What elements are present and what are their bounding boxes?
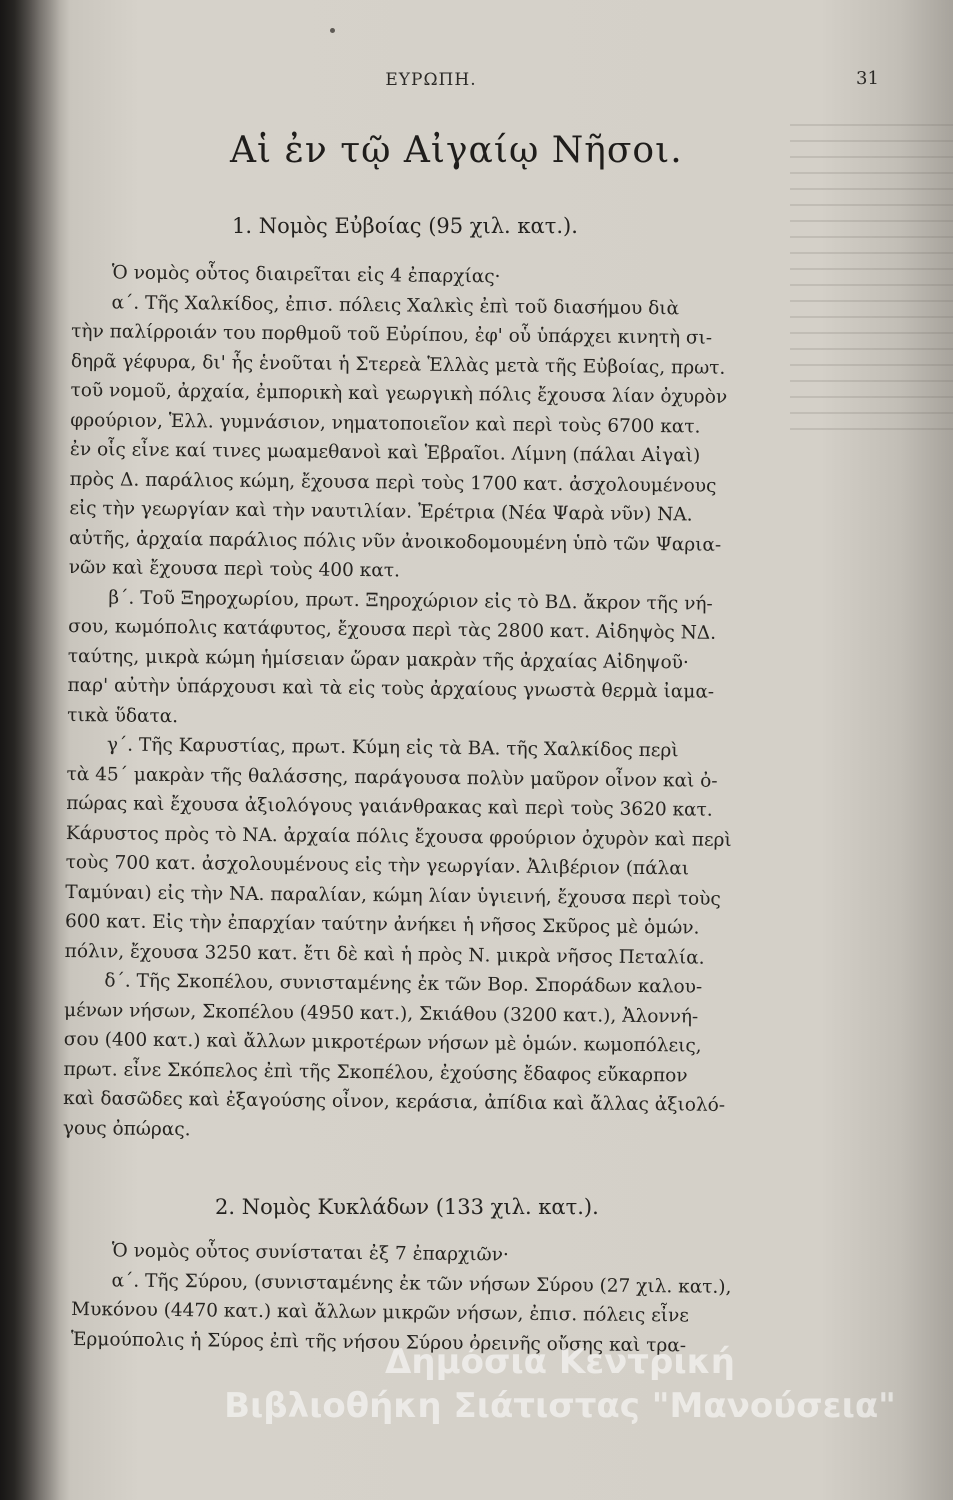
section-body-euboea bbox=[63, 258, 807, 1151]
text-line: Ταμύναι) εἰς τὴν ΝΑ. παραλίαν, κώμη λίαν ὑγιεινή, ἔχουσα περὶ τοὺς bbox=[65, 881, 721, 910]
text-line: τοὺς 700 κατ. ἀσχολουμένους εἰς τὴν γεωργίαν. Ἀλιβέριον (πάλαι bbox=[65, 851, 690, 880]
text-line: σου, κωμόπολις κατάφυτος, ἔχουσα περὶ τὰς 2800 κατ. Αἰδηψὸς ΝΔ. bbox=[68, 615, 717, 644]
text-line: Ἑρμούπολις ἡ Σύρος ἐπὶ τῆς νήσου Σύρου ὀρεινῆς οὔσης καὶ τρα- bbox=[70, 1328, 687, 1356]
text-line: πώρας καὶ ἔχουσα ἀξιολόγους γαιάνθρακας καὶ περὶ τοὺς 3620 κατ. bbox=[66, 792, 713, 821]
ink-speck bbox=[330, 28, 335, 33]
text-line: τὰ 45΄ μακρὰν τῆς θαλάσσης, παράγουσα πολὺν μαῦρον οἶνον καὶ ὀ- bbox=[66, 763, 718, 792]
text-line: πρωτ. εἶνε Σκόπελος ἐπὶ τῆς Σκοπέλου, ἐχούσης ἔδαφος εὔκαρπον bbox=[63, 1058, 688, 1086]
text-line: ἐν οἷς εἶνε καί τινες μωαμεθανοὶ καὶ Ἑβραῖοι. Λίμνη (πάλαι Αἰγαὶ) bbox=[69, 438, 701, 467]
text-line: α΄. Τῆς Σύρου, (συνισταμένης ἐκ τῶν νήσων Σύρου (27 χιλ. κατ.), bbox=[111, 1269, 732, 1298]
text-line: τὴν παλίρροιάν του πορθμοῦ τοῦ Εὐρίπου, ἐφ' οὗ ὑπάρχει κινητὴ σι- bbox=[71, 320, 713, 349]
text-line: φρούριον, Ἑλλ. γυμνάσιον, νηματοποιεῖον καὶ περὶ τοὺς 6700 κατ. bbox=[70, 409, 701, 438]
text-line: σου (400 κατ.) καὶ ἄλλων μικροτέρων νήσων μὲ ὁμών. κωμοπόλεις, bbox=[63, 1028, 702, 1057]
text-line: πόλιν, ἔχουσα 3250 κατ. ἔτι δὲ καὶ ἡ πρὸς Ν. μικρὰ νῆσος Πεταλία. bbox=[64, 940, 705, 969]
text-line: β΄. Τοῦ Ξηροχωρίου, πρωτ. Ξηροχώριον εἰς τὸ ΒΔ. ἄκρον τῆς νή- bbox=[108, 586, 713, 615]
text-line: νῶν καὶ ἔχουσα περὶ τοὺς 400 κατ. bbox=[68, 556, 401, 582]
text-line: εἰς τὴν γεωργίαν καὶ τὴν ναυτιλίαν. Ἐρέτρια (Νέα Ψαρὰ νῦν) ΝΑ. bbox=[69, 497, 693, 526]
text-line: α΄. Τῆς Χαλκίδος, ἐπισ. πόλεις Χαλκὶς ἐπὶ τοῦ διασήμου διὰ bbox=[111, 291, 680, 319]
watermark-line: Δημόσια Κεντρική bbox=[385, 1342, 735, 1382]
text-line: γους ὀπώρας. bbox=[62, 1117, 191, 1140]
text-line: ταύτης, μικρὰ κώμη ἡμίσειαν ὥραν μακρὰν τῆς ἀρχαίας Αἰδηψοῦ· bbox=[67, 645, 689, 673]
text-line: τοῦ νομοῦ, ἀρχαία, ἐμπορικὴ καὶ γεωργικὴ πόλις ἔχουσα λίαν ὀχυρὸν bbox=[70, 379, 728, 408]
text-line: μένων νήσων, Σκοπέλου (4950 κατ.), Σκιάθου (3200 κατ.), Ἀλοννή- bbox=[64, 999, 699, 1028]
library-watermark bbox=[180, 1340, 940, 1428]
text-line: δ΄. Τῆς Σκοπέλου, συνισταμένης ἐκ τῶν Βορ. Σποράδων καλου- bbox=[104, 970, 703, 998]
watermark-line: Βιβλιοθήκη Σιάτιστας "Μανούσεια" bbox=[224, 1386, 896, 1426]
page-title: Αἱ ἐν τῷ Αἰγαίῳ Νῆσοι. bbox=[230, 130, 683, 171]
text-line: δηρᾶ γέφυρα, δι' ἧς ἑνοῦται ἡ Στερεὰ Ἑλλὰς μετὰ τῆς Εὐβοίας, πρωτ. bbox=[70, 350, 726, 379]
text-line: τικὰ ὕδατα. bbox=[67, 704, 179, 727]
text-line: Ὁ νομὸς οὗτος διαιρεῖται εἰς 4 ἐπαρχίας· bbox=[111, 262, 501, 288]
text-line: Ὁ νομὸς οὗτος συνίσταται ἐξ 7 ἐπαρχιῶν· bbox=[111, 1240, 509, 1266]
section-heading-euboea: 1. Νομὸς Εὐβοίας (95 χιλ. κατ.). bbox=[232, 214, 578, 238]
text-line: αὐτῆς, ἀρχαία παράλιος πόλις νῦν ἀνοικοδομουμένη ὑπὸ τῶν Ψαρια- bbox=[68, 527, 722, 556]
text-line: παρ' αὐτὴν ὑπάρχουσι καὶ τὰ εἰς τοὺς ἀρχαίους γνωστὰ θερμὰ ἰαμα- bbox=[67, 674, 715, 703]
text-line: γ΄. Τῆς Καρυστίας, πρωτ. Κύμη εἰς τὰ ΒΑ. τῆς Χαλκίδος περὶ bbox=[106, 734, 679, 762]
text-line: Μυκόνου (4470 κατ.) καὶ ἄλλων μικρῶν νήσων, ἐπισ. πόλεις εἶνε bbox=[71, 1298, 689, 1327]
text-line: πρὸς Δ. παράλιος κώμη, ἔχουσα περὶ τοὺς 1700 κατ. ἀσχολουμένους bbox=[69, 468, 717, 497]
section-heading-cyclades: 2. Νομὸς Κυκλάδων (133 χιλ. κατ.). bbox=[215, 1195, 599, 1219]
binding-shadow bbox=[0, 0, 60, 1500]
text-line: καὶ δασῶδες καὶ ἐξαγούσης οἶνον, κεράσια, ἀπίδια καὶ ἄλλας ἀξιολό- bbox=[63, 1087, 726, 1116]
text-line: Κάρυστος πρὸς τὸ ΝΑ. ἀρχαία πόλις ἔχουσα φρούριον ὀχυρὸν καὶ περὶ bbox=[65, 822, 732, 851]
text-line: 600 κατ. Εἰς τὴν ἐπαρχίαν ταύτην ἀνήκει ἡ νῆσος Σκῦρος μὲ ὁμών. bbox=[64, 910, 700, 939]
show-through-text bbox=[790, 110, 953, 810]
page-number: 31 bbox=[856, 68, 879, 89]
running-header: ΕΥΡΩΠΗ. bbox=[385, 70, 477, 90]
